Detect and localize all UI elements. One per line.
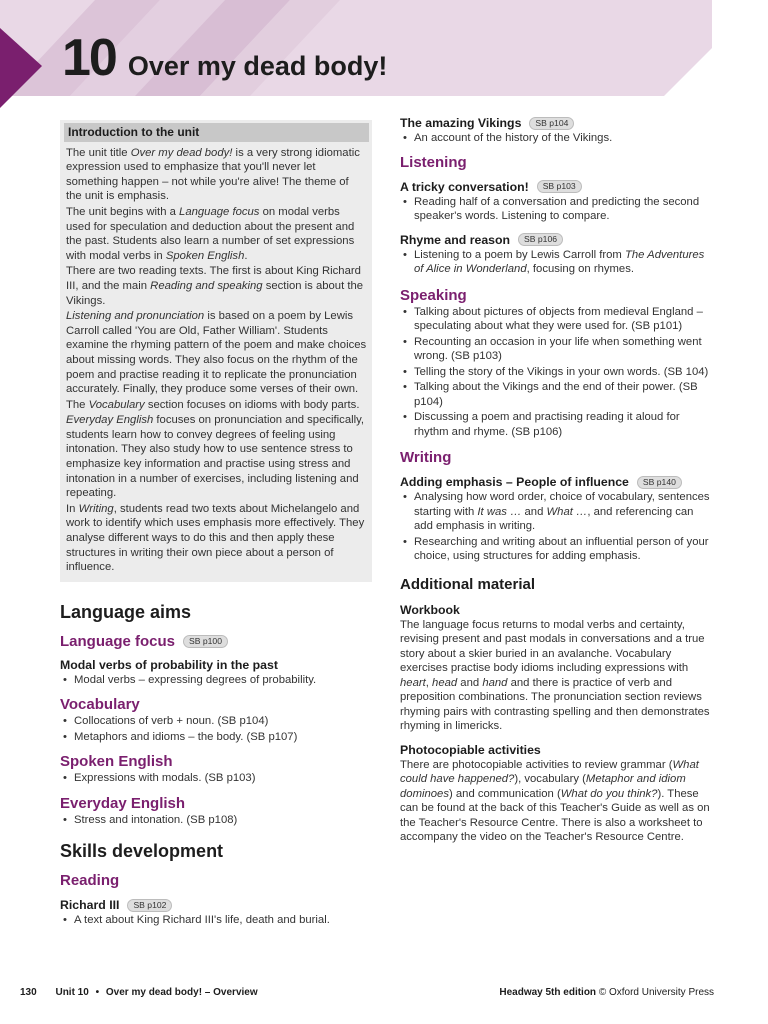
reading-heading: Reading (60, 872, 120, 890)
footer-edition: Headway 5th edition (499, 987, 597, 998)
vocabulary-heading: Vocabulary (60, 696, 140, 714)
vocabulary-list (60, 714, 372, 744)
page-footer (20, 987, 720, 1003)
speaking-heading: Speaking (400, 286, 467, 304)
list-item: • Analysing how word order, choice of vocabulary, sentences starting with It was … and What …, and referencing can add emphasis in writing. (400, 490, 714, 534)
list-item: • An account of the history of the Vikings. (400, 131, 714, 146)
vikings-item: The amazing Vikings SB p104 (400, 116, 714, 130)
workbook-heading: Workbook (400, 602, 460, 617)
intro-paragraph: There are two reading texts. The first is about King Richard III, and the main Reading and speaking section is about the Vikings. (66, 265, 364, 307)
language-focus-list (60, 673, 372, 688)
list-item: • Discussing a poem and practising reading it aloud for rhythm and rhyme. (SB p106) (400, 410, 714, 439)
everyday-english-heading: Everyday English (60, 794, 186, 812)
vikings-list (400, 131, 714, 146)
intro-paragraph: In Writing, students read two texts about Michelangelo and work to identify which uses emphasis more effectively. They analyse different ways to do this and then apply these structures in writing their own piece about a person of influence. (66, 502, 365, 574)
list-item: • Stress and intonation. (SB p108) (60, 813, 372, 828)
sb-page-badge: SB p140 (637, 476, 682, 489)
additional-material-heading: Additional material (400, 575, 536, 593)
right-column (400, 116, 714, 845)
list-item: • A text about King Richard III's life, death and burial. (60, 913, 372, 928)
everyday-english-list (60, 813, 372, 828)
list-item: • Recounting an occasion in your life when something went wrong. (SB p103) (400, 335, 714, 364)
listening-list (400, 248, 714, 277)
list-item: • Expressions with modals. (SB p103) (60, 771, 372, 786)
list-item: • Modal verbs – expressing degrees of probability. (60, 673, 372, 688)
sb-page-badge: SB p100 (183, 635, 228, 648)
skills-development-heading: Skills development (60, 841, 224, 862)
footer-publisher: © Oxford University Press (598, 987, 714, 998)
sb-page-badge: SB p104 (529, 117, 574, 130)
sb-page-badge: SB p103 (537, 180, 582, 193)
sb-page-badge: SB p106 (518, 233, 563, 246)
listening-heading: Listening (400, 153, 467, 171)
list-item: • Metaphors and idioms – the body. (SB p107) (60, 730, 372, 745)
language-focus-item: Modal verbs of probability in the past (60, 657, 278, 672)
spoken-english-heading: Spoken English (60, 753, 173, 771)
intro-heading: Introduction to the unit (64, 123, 369, 142)
reading-list (60, 913, 372, 928)
language-focus-heading: Language focus SB p100 (60, 633, 372, 650)
unit-heading (62, 28, 387, 98)
intro-paragraph: The unit title Over my dead body! is a very strong idiomatic expression used to emphasize that you'll never let something happen – not while you're alive! The theme of the unit is emphasis. (66, 146, 360, 203)
footer-section: Over my dead body! – Overview (105, 987, 258, 998)
list-item: • Talking about pictures of objects from medieval England – speculating about what they were used for. (SB p101) (400, 305, 714, 334)
page-number: 130 (20, 987, 37, 998)
footer-unit: Unit 10 (55, 987, 89, 998)
unit-number: 10 (62, 29, 116, 87)
footer-left (20, 987, 258, 998)
listening-item: A tricky conversation! SB p103 (400, 180, 714, 194)
footer-separator: • (95, 987, 100, 998)
photocopiable-heading: Photocopiable activities (400, 742, 541, 757)
intro-paragraph: The unit begins with a Language focus on modal verbs used for speculation and deduction about the present and the past. Students also learn a number of set expressions with modal verbs in Spoken English. (66, 205, 355, 262)
reading-item: Richard III SB p102 (60, 898, 372, 912)
intro-paragraph: The Vocabulary section focuses on idioms with body parts. (66, 398, 360, 411)
spoken-english-list (60, 771, 372, 786)
intro-box (60, 120, 372, 582)
list-item: • Collocations of verb + noun. (SB p104) (60, 714, 372, 729)
listening-list (400, 195, 714, 224)
intro-paragraph: Everyday English focuses on pronunciation and specifically, students learn how to convey degrees of feeling using intonation. They also study how to use sentence stress to emphasize key information and practise using stress and intonation in a number of exercises, including listening and repeating. (66, 414, 365, 500)
list-item: • Talking about the Vikings and the end of their power. (SB p104) (400, 380, 714, 409)
list-item: • Listening to a poem by Lewis Carroll from The Adventures of Alice in Wonderland, focusing on rhymes. (400, 248, 714, 277)
left-column (60, 120, 372, 929)
list-item: • Telling the story of the Vikings in your own words. (SB 104) (400, 365, 714, 380)
writing-list (400, 490, 714, 564)
writing-heading: Writing (400, 449, 452, 466)
writing-item: Adding emphasis – People of influence SB p140 (400, 475, 714, 489)
list-item: • Reading half of a conversation and predicting the second speaker's words. Listening to compare. (400, 195, 714, 224)
photocopiable-text: There are photocopiable activities to review grammar (What could have happened?), vocabulary (Metaphor and idiom dominoes) and communication (What do you think?). These can be found at the back of this Teacher's Guide as well as on the Teacher's Resource Centre. There is also a worksheet to accompany the video on the Teacher's Resource Centre. (400, 758, 710, 843)
sb-page-badge: SB p102 (127, 899, 172, 912)
unit-title: Over my dead body! (127, 51, 388, 81)
workbook-text: The language focus returns to modal verbs and certainty, revising present and past modals in conversations and a true story about a skier buried in an avalanche. Vocabulary exercises practise body idioms including expressions with heart, head and hand and there is practice of verb and preposition combinations. The pronunciation section reviews rhyming pairs with contrasting spelling and then demonstrates rhyming in limericks. (400, 618, 710, 732)
list-item: • Researching and writing about an influential person of your choice, using structures for adding emphasis. (400, 535, 714, 564)
intro-paragraph: Listening and pronunciation is based on a poem by Lewis Carroll called 'You are Old, Father William'. Students examine the rhyming pattern of the poem and make choices about missing words. They also focus on the rhythm of the poem and practise reading it to replicate the pronunciation accurately. Finally, they produce some verses of their own. (66, 310, 367, 396)
listening-item: Rhyme and reason SB p106 (400, 233, 714, 247)
footer-right (499, 987, 714, 998)
speaking-list (400, 305, 714, 440)
language-aims-heading: Language aims (60, 601, 192, 622)
